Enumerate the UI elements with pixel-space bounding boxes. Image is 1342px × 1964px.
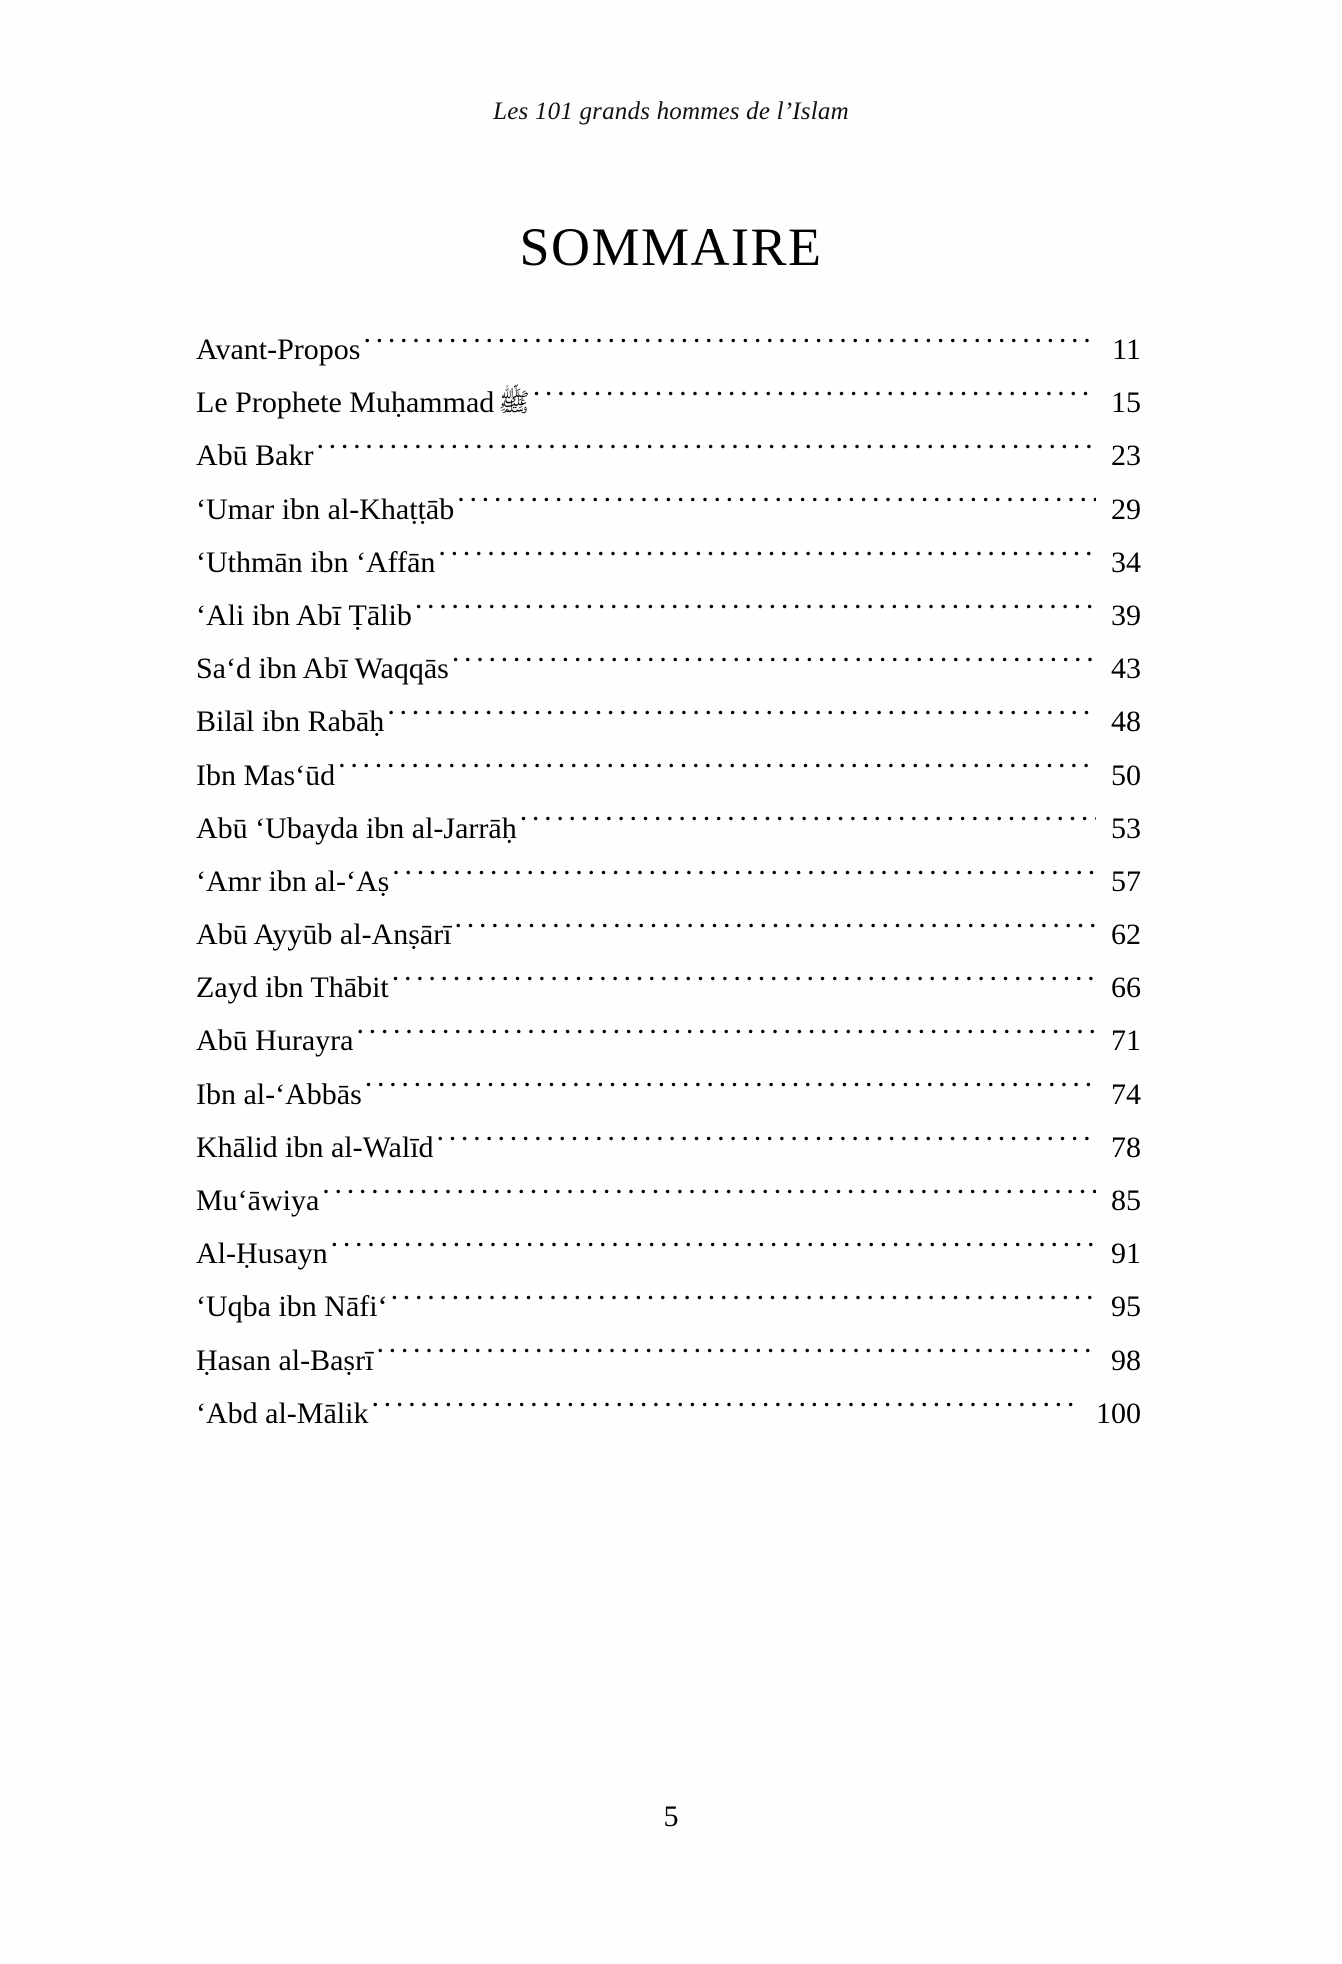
toc-entry-label: Zayd ibn Thābit: [196, 971, 389, 1005]
toc-entry[interactable]: [196, 376, 1141, 429]
toc-entry[interactable]: [196, 1227, 1141, 1280]
toc-dot-leader: [438, 542, 1096, 572]
toc-dot-leader: [376, 1340, 1096, 1370]
toc-dot-leader: [338, 755, 1096, 785]
toc-entry-page-number: 71: [1111, 1024, 1141, 1058]
toc-dot-leader: [520, 808, 1096, 838]
toc-entry[interactable]: [196, 1174, 1141, 1227]
toc-entry-page-number: 15: [1111, 386, 1141, 420]
toc-entry[interactable]: [196, 429, 1141, 482]
toc-entry[interactable]: [196, 536, 1141, 589]
toc-entry-label: Muʻāwiya: [196, 1184, 320, 1217]
toc-entry[interactable]: [196, 695, 1141, 748]
toc-entry-page-number: 74: [1111, 1077, 1141, 1111]
toc-entry-label: Abū ʻUbayda ibn al-Jarrāḥ: [196, 811, 517, 845]
toc-entry[interactable]: [196, 855, 1141, 908]
toc-entry-label: ʻUthmān ibn ʻAffān: [196, 545, 436, 579]
toc-dot-leader: [392, 861, 1096, 891]
toc-dot-leader: [331, 1233, 1096, 1263]
toc-entry[interactable]: [196, 908, 1141, 961]
toc-entry-label: Avant-Propos: [196, 333, 361, 366]
toc-dot-leader: [387, 701, 1096, 731]
toc-entry-page-number: 48: [1111, 705, 1141, 739]
toc-entry-page-number: 23: [1111, 439, 1141, 473]
toc-entry-label: Abū Bakr: [196, 439, 314, 473]
toc-entry-label: ʻAmr ibn al-ʻAṣ: [196, 864, 390, 898]
toc-entry-page-number: 62: [1111, 918, 1141, 952]
toc-dot-leader: [365, 1074, 1096, 1104]
toc-dot-leader: [371, 1393, 1074, 1423]
toc-entry-page-number: 57: [1111, 864, 1141, 898]
toc-entry-label: Saʻd ibn Abī Waqqās: [196, 652, 449, 686]
toc-dot-leader: [437, 1127, 1096, 1157]
toc-entry-page-number: 39: [1111, 598, 1141, 632]
toc-entry-page-number: 34: [1111, 545, 1141, 579]
toc-entry[interactable]: [196, 323, 1141, 376]
toc-entry[interactable]: [196, 483, 1141, 536]
toc-entry-label: Ibn Masʻūd: [196, 758, 336, 792]
salawat-icon: ﷺ: [498, 388, 530, 419]
toc-dot-leader: [363, 329, 1096, 359]
toc-entry[interactable]: [196, 1068, 1141, 1121]
toc-entry-label: Le Prophete Muḥammad: [196, 386, 495, 420]
toc-dot-leader: [322, 1180, 1096, 1210]
toc-entry-page-number: 100: [1096, 1396, 1141, 1430]
toc-entry-page-number: 43: [1111, 652, 1141, 686]
toc-entry-page-number: 95: [1111, 1290, 1141, 1324]
toc-entry[interactable]: [196, 1280, 1141, 1333]
running-head: Les 101 grands hommes de l’Islam: [493, 98, 849, 125]
toc-entry-label: ʻAli ibn Abī Ṭālib: [196, 598, 412, 632]
toc-dot-leader: [415, 595, 1096, 625]
toc-dot-leader: [457, 489, 1096, 519]
toc-entry-page-number: 91: [1111, 1237, 1141, 1271]
toc-dot-leader: [316, 435, 1096, 465]
toc-dot-leader: [455, 914, 1096, 944]
toc-entry[interactable]: [196, 802, 1141, 855]
toc-entry-label: Ḥasan al-Baṣrī: [196, 1343, 374, 1377]
toc-entry-page-number: 53: [1111, 811, 1141, 845]
toc-entry[interactable]: [196, 1334, 1141, 1387]
page-title: SOMMAIRE: [519, 217, 823, 278]
toc-entry[interactable]: [196, 1014, 1141, 1067]
table-of-contents: [196, 323, 1141, 1440]
toc-entry-page-number: 85: [1111, 1184, 1141, 1217]
toc-entry[interactable]: [196, 1387, 1141, 1440]
toc-entry[interactable]: [196, 749, 1141, 802]
toc-dot-leader: [452, 648, 1096, 678]
toc-dot-leader: [392, 967, 1096, 997]
toc-entry-label: Ibn al-ʻAbbās: [196, 1077, 362, 1111]
toc-dot-leader: [356, 1020, 1096, 1050]
toc-dot-leader: [533, 382, 1096, 412]
toc-entry-label: ʻUmar ibn al-Khaṭṭāb: [196, 492, 455, 526]
toc-entry-label: Khālid ibn al-Walīd: [196, 1130, 434, 1164]
toc-entry-label: Abū Ayyūb al-Anṣārī: [196, 918, 452, 952]
toc-entry-page-number: 29: [1111, 492, 1141, 526]
toc-entry-page-number: 98: [1111, 1343, 1141, 1377]
toc-entry-label: Bilāl ibn Rabāḥ: [196, 705, 385, 739]
page-folio: 5: [663, 1800, 679, 1833]
toc-entry[interactable]: [196, 961, 1141, 1014]
toc-entry-label: Abū Hurayra: [196, 1024, 354, 1058]
toc-entry[interactable]: [196, 642, 1141, 695]
toc-entry[interactable]: [196, 589, 1141, 642]
toc-entry-page-number: 11: [1112, 333, 1141, 366]
toc-entry-label: ʻAbd al-Mālik: [196, 1396, 369, 1430]
toc-entry-page-number: 50: [1111, 758, 1141, 792]
toc-entry-page-number: 78: [1111, 1130, 1141, 1164]
toc-entry-page-number: 66: [1111, 971, 1141, 1005]
toc-entry-label: ʻUqba ibn Nāfiʻ: [196, 1290, 388, 1324]
toc-dot-leader: [391, 1286, 1096, 1316]
toc-entry[interactable]: [196, 1121, 1141, 1174]
toc-entry-label: Al-Ḥusayn: [196, 1237, 328, 1271]
